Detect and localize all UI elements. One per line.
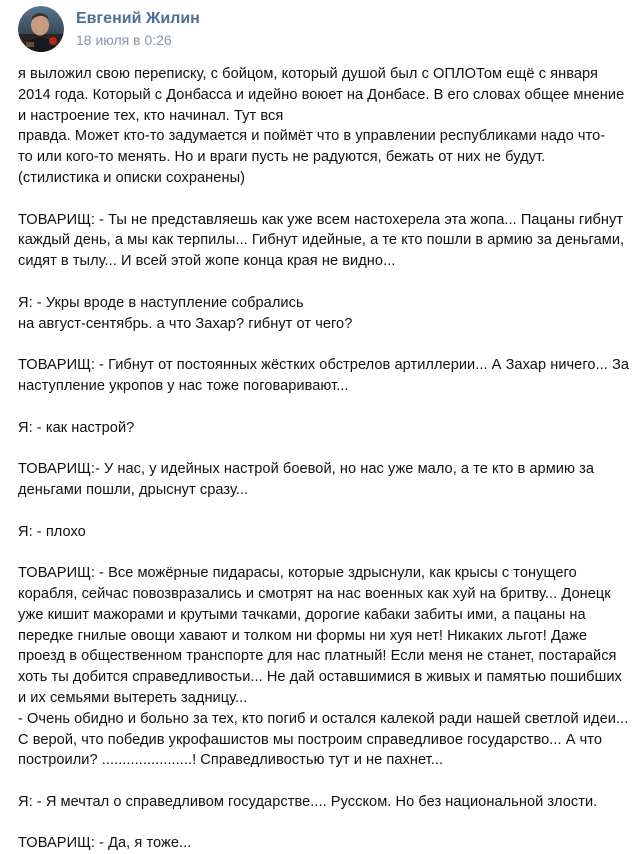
text-line: Я: - Я мечтал о справедливом государстве.... Русском. Но без национальной злости. xyxy=(18,793,598,810)
text-line: ТОВАРИЩ: - Все можёрные пидарасы, которые здрыснули, как крысы с тонущего xyxy=(18,565,577,582)
text-line: передке гнилые овощи хавают и толком ни формы ни хуя нет! Никаких льгот! Даже xyxy=(18,627,588,644)
text-line: правда. Может кто-то задумается и поймёт что в управлении республиками надо что- xyxy=(18,128,606,145)
blank-line xyxy=(18,272,630,293)
text-line: каждый день, а мы как терпилы... Гибнут идейные, а те кто пошли в армию за деньгами, xyxy=(18,232,625,249)
text-line: С верой, что победив укрофашистов мы построим справедливое государство... А что xyxy=(18,731,602,748)
blank-line xyxy=(18,501,630,522)
post-date[interactable]: 18 июля в 0:26 xyxy=(76,31,172,48)
blank-line xyxy=(18,542,630,563)
blank-line xyxy=(18,397,630,418)
text-line: уже кишит мажорами и крутыми тачками, дорогие кабаки забиты ими, а пацаны на xyxy=(18,606,586,623)
text-line: ТОВАРИЩ: - Гибнут от постоянных жёстких обстрелов артиллерии... А Захар ничего... За xyxy=(18,357,630,374)
text-line: (стилистика и описки сохранены) xyxy=(18,169,246,186)
text-line: сидят в тылу... И всей этой жопе конца края не видно... xyxy=(18,253,396,270)
author-name[interactable]: Евгений Жилин xyxy=(76,9,200,27)
avatar-image xyxy=(18,6,64,52)
blank-line xyxy=(18,334,630,355)
post-header xyxy=(18,6,200,52)
text-line: 2014 года. Который с Донбасса и идейно воюет на Донбасе. В его словах общее мнение xyxy=(18,86,625,103)
text-line: на август-сентябрь. а что Захар? гибнут от чего? xyxy=(18,315,353,332)
text-line: ТОВАРИЩ: - Да, я тоже... xyxy=(18,835,192,852)
text-line: ТОВАРИЩ:- У нас, у идейных настрой боевой, но нас уже мало, а те кто в армию за xyxy=(18,461,595,478)
blank-line xyxy=(18,813,630,834)
avatar[interactable] xyxy=(18,6,64,52)
post-text xyxy=(18,64,630,854)
text-line: и их семьями вытереть задницу... xyxy=(18,689,248,706)
blank-line xyxy=(18,189,630,210)
text-line: то или кого-то менять. Но и враги пусть не радуются, бежать от них не будут. xyxy=(18,149,546,166)
blank-line xyxy=(18,771,630,792)
text-line: наступление укропов у нас тоже поговаривают... xyxy=(18,377,349,394)
text-line: я выложил свою переписку, с бойцом, который душой был с ОПЛОТом ещё с января xyxy=(18,66,598,82)
text-line: ТОВАРИЩ: - Ты не представляешь как уже всем настохерела эта жопа... Пацаны гибнут xyxy=(18,211,624,228)
text-line: Я: - Укры вроде в наступление собрались xyxy=(18,294,304,311)
text-line: Я: - плохо xyxy=(18,523,86,540)
author-block xyxy=(76,9,200,50)
text-line: проезд в общественном транспорте для нас платный! Если меня не станет, постарайся xyxy=(18,648,617,665)
text-line: Я: - как настрой? xyxy=(18,419,135,436)
blank-line xyxy=(18,438,630,459)
text-line: и настроение тех, кто начинал. Тут вся xyxy=(18,107,284,124)
text-line: - Очень обидно и больно за тех, кто погиб и остался калекой ради нашей светлой идеи... xyxy=(18,710,629,727)
text-line: деньгами пошли, дрыснут сразу... xyxy=(18,481,249,498)
text-line: хоть ты добится справедливостьи... Не дай оставшимися в живых и памятью пошибших xyxy=(18,669,622,686)
text-line: построили? ......................! Справедливостью тут и не пахнет... xyxy=(18,752,444,769)
text-line: корабля, сейчас повозвразались и смотрят на нас военных как хуй на бритву... Донецк xyxy=(18,585,611,602)
